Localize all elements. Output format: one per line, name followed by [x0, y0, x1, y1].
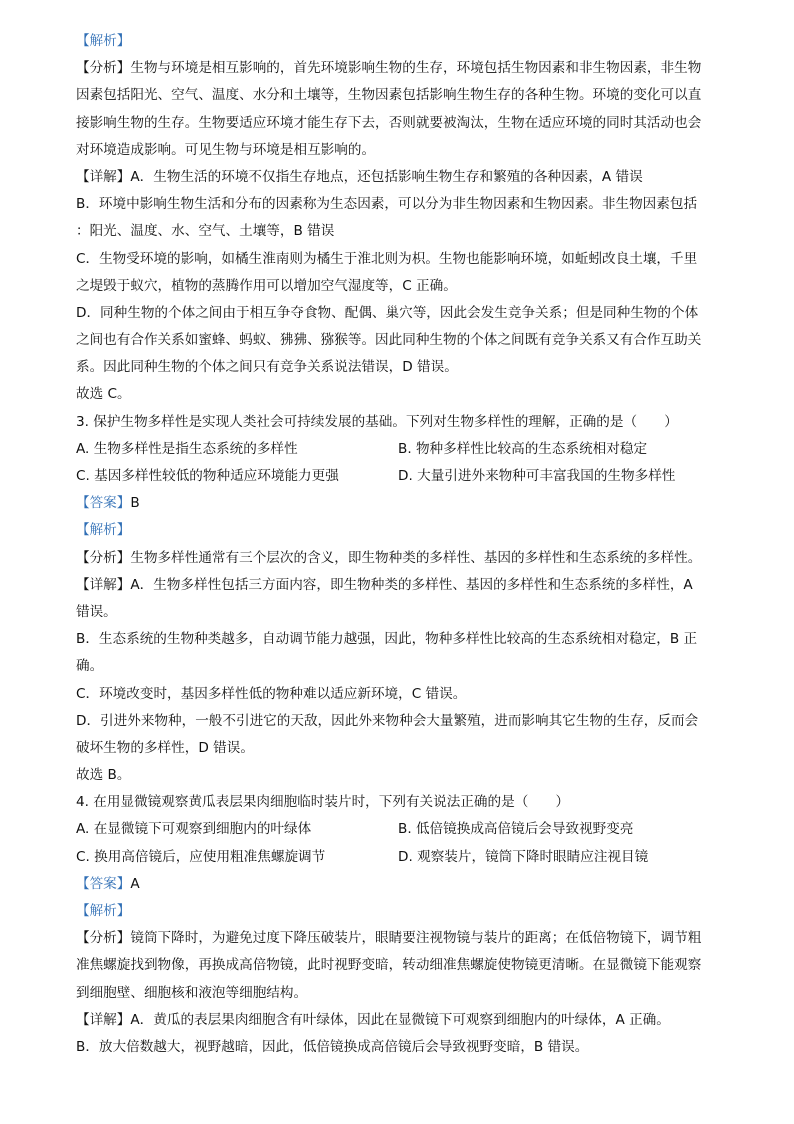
analysis-line: 接影响生物的生存。生物要适应环境才能生存下去，否则就要被淘汰，生物在适应环境的同时其活动也会 — [76, 114, 702, 131]
detail-text: A．生物多样性包括三方面内容，即生物种类的多样性、基因的多样性和生态系统的多样性，A — [130, 576, 693, 593]
option-c: C. 换用高倍镜后，应使用粗准焦螺旋调节 — [76, 848, 326, 865]
fenxi-text: 生物多样性通常有三个层次的含义，即生物种类的多样性、基因的多样性和生态系统的多样性。 — [130, 549, 702, 566]
detail-text: A．黄瓜的表层果肉细胞含有叶绿体，因此在显微镜下可观察到细胞内的叶绿体，A 正确。 — [130, 1011, 670, 1028]
conclusion-line: 故选 B。 — [76, 767, 131, 784]
analysis-tag: 【解析】 — [76, 522, 131, 539]
answer-value: A — [130, 875, 140, 892]
option-b: B. 低倍镜换成高倍镜后会导致视野变亮 — [398, 821, 634, 838]
fenxi-text: 镜筒下降时，为避免过度下降压破装片，眼睛要注视物镜与装片的距离；在低倍物镜下，调节粗 — [130, 930, 702, 947]
answer-tag: 【答案】 — [76, 495, 131, 512]
detail-line: 之间也有合作关系如蜜蜂、蚂蚁、狒狒、猕猴等。因此同种生物的个体之间既有竞争关系又有合作互助关 — [76, 332, 702, 349]
options-row — [76, 436, 718, 463]
detail-line: C．生物受环境的影响，如橘生淮南则为橘生于淮北则为枳。生物也能影响环境，如蚯蚓改良土壤，千里 — [76, 250, 698, 267]
options-row — [76, 816, 718, 843]
detail-line: 确。 — [76, 658, 104, 675]
fenxi-tag: 【分析】 — [76, 549, 131, 566]
detail-line: B．放大倍数越大，视野越暗，因此，低倍镜换成高倍镜后会导致视野变暗，B 错误。 — [76, 1038, 589, 1055]
answer-line — [76, 490, 718, 517]
question-stem: 4. 在用显微镜观察黄瓜表层果肉细胞临时装片时，下列有关说法正确的是（ ） — [76, 794, 570, 811]
answer-tag: 【答案】 — [76, 875, 131, 892]
analysis-line — [76, 55, 718, 82]
conclusion-line: 故选 C。 — [76, 386, 131, 403]
option-c: C. 基因多样性较低的物种适应环境能力更强 — [76, 468, 339, 484]
question-stem: 3. 保护生物多样性是实现人类社会可持续发展的基础。下列对生物多样性的理解，正确的是（ ） — [76, 413, 678, 430]
analysis-heading — [76, 28, 718, 55]
analysis-heading — [76, 898, 718, 925]
fenxi-tag: 【分析】 — [76, 60, 131, 77]
answer-line — [76, 871, 718, 898]
xiangjie-tag: 【详解】 — [76, 576, 131, 593]
analysis-tag: 【解析】 — [76, 33, 131, 49]
analysis-tag: 【解析】 — [76, 903, 131, 919]
detail-line: B．环境中影响生物生活和分布的因素称为生态因素，可以分为非生物因素和生物因素。非生物因素包括 — [76, 196, 698, 213]
xiangjie-tag: 【详解】 — [76, 168, 131, 185]
detail-line: 破坏生物的多样性，D 错误。 — [76, 739, 254, 756]
option-d: D. 观察装片，镜筒下降时眼睛应注视目镜 — [398, 848, 649, 865]
options-row — [76, 463, 718, 490]
analysis-line: 对环境造成影响。可见生物与环境是相互影响的。 — [76, 141, 376, 158]
detail-line: 系。因此同种生物的个体之间只有竞争关系说法错误，D 错误。 — [76, 359, 458, 376]
detail-line — [76, 1007, 718, 1034]
option-b: B. 物种多样性比较高的生态系统相对稳定 — [398, 440, 648, 457]
analysis-line — [76, 545, 718, 572]
fenxi-tag: 【分析】 — [76, 930, 131, 947]
fenxi-text: 生物与环境是相互影响的，首先环境影响生物的生存，环境包括生物因素和非生物因素，非生物 — [130, 60, 702, 77]
detail-line: ：阳光、温度、水、空气、土壤等，B 错误 — [76, 223, 335, 240]
analysis-line — [76, 925, 718, 952]
analysis-line: 到细胞壁、细胞核和液泡等细胞结构。 — [76, 984, 308, 1001]
option-d: D. 大量引进外来物种可丰富我国的生物多样性 — [398, 468, 676, 484]
option-a: A. 生物多样性是指生态系统的多样性 — [76, 440, 298, 457]
option-a: A. 在显微镜下可观察到细胞内的叶绿体 — [76, 821, 312, 838]
detail-line: 之堤毁于蚁穴，植物的蒸腾作用可以增加空气湿度等，C 正确。 — [76, 277, 457, 294]
detail-line: B．生态系统的生物种类越多，自动调节能力越强，因此，物种多样性比较高的生态系统相对稳定，B 正 — [76, 631, 698, 648]
detail-line: C．环境改变时，基因多样性低的物种难以适应新环境，C 错误。 — [76, 685, 467, 702]
xiangjie-tag: 【详解】 — [76, 1011, 131, 1028]
detail-line: 错误。 — [76, 603, 117, 620]
detail-text: A．生物生活的环境不仅指生存地点，还包括影响生物生存和繁殖的各种因素，A 错误 — [130, 168, 643, 185]
detail-line: D．引进外来物种，一般不引进它的天敌，因此外来物种会大量繁殖，进而影响其它生物的生存，反而会 — [76, 712, 699, 729]
analysis-line: 准焦螺旋找到物像，再换成高倍物镜，此时视野变暗，转动细准焦螺旋使物镜更清晰。在显微镜下能观察 — [76, 957, 702, 974]
analysis-heading — [76, 517, 718, 544]
answer-value: B — [130, 495, 140, 512]
detail-line — [76, 572, 718, 599]
options-row — [76, 844, 718, 871]
detail-line — [76, 164, 718, 191]
analysis-line: 因素包括阳光、空气、温度、水分和土壤等，生物因素包括影响生物生存的各种生物。环境的变化可以直 — [76, 87, 702, 104]
detail-line: D．同种生物的个体之间由于相互争夺食物、配偶、巢穴等，因此会发生竞争关系；但是同种生物的个体 — [76, 304, 699, 321]
